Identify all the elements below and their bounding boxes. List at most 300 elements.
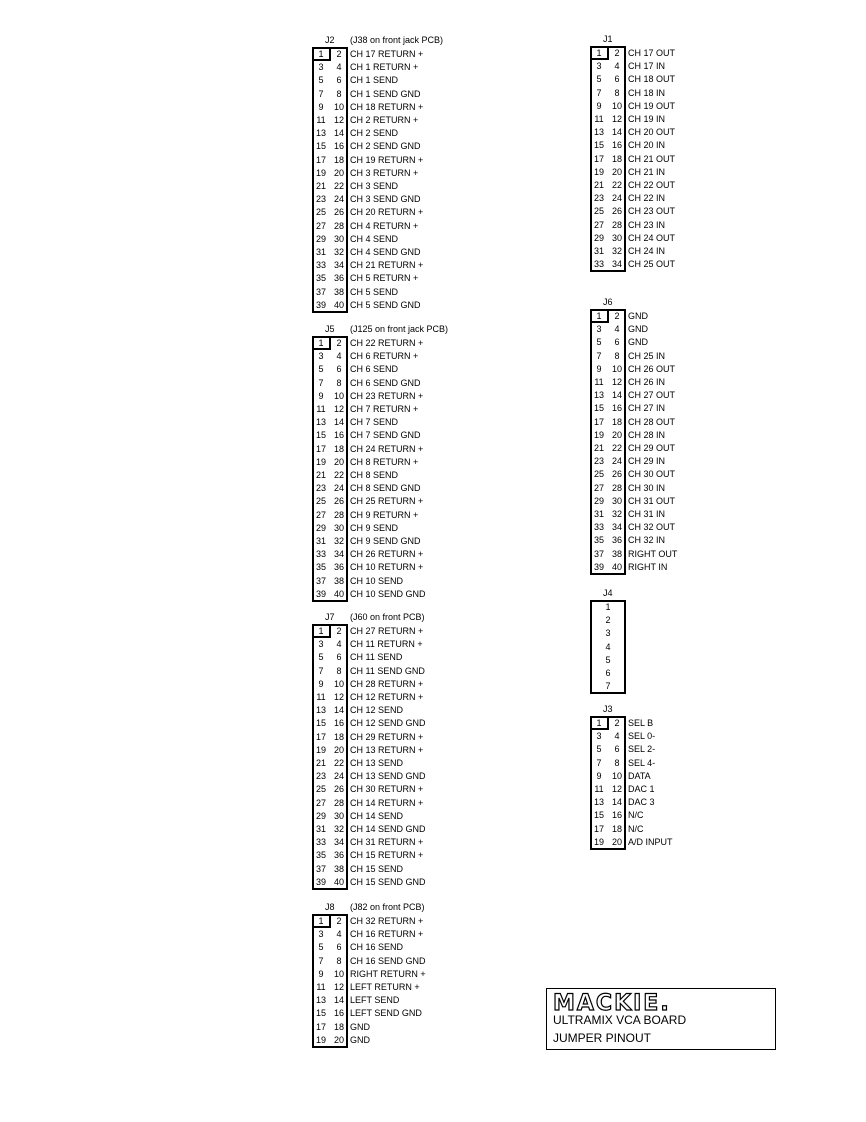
pin-number: 31 — [315, 247, 326, 257]
pin-label-right: CH 23 OUT — [628, 206, 676, 217]
pin-label-right: CH 26 IN — [628, 377, 666, 387]
pin-label-right: LEFT RETURN + — [350, 982, 420, 992]
pin-label-right: CH 17 IN — [628, 61, 666, 72]
pin-number: 1 — [596, 718, 602, 728]
pin-number: 18 — [611, 416, 622, 427]
pin-number: 3 — [596, 324, 602, 335]
pin-label-right: CH 12 SEND GND — [350, 718, 426, 729]
board-title: ULTRAMIX VCA BOARD — [553, 1013, 687, 1027]
pin-label-right: CH 14 SEND GND — [350, 824, 426, 834]
pin-label-right: RIGHT OUT — [628, 548, 678, 559]
pin-number: 31 — [593, 246, 604, 256]
pin-number: 3 — [318, 351, 324, 362]
pin-number: 20 — [611, 429, 622, 440]
pin-number: 39 — [315, 299, 326, 310]
pin-label-right: CH 5 SEND — [350, 286, 399, 297]
pin-number: 17 — [315, 731, 326, 742]
pin-number: 13 — [315, 995, 326, 1006]
pin-number: 14 — [333, 705, 344, 716]
pin-number: 10 — [333, 968, 344, 979]
pin-number: 22 — [333, 758, 344, 768]
pin-number: 15 — [315, 430, 326, 441]
pin-number: 16 — [611, 403, 622, 414]
pin-number: 25 — [315, 784, 326, 795]
pin-number: 4 — [336, 351, 342, 362]
pin-label-right: GND — [628, 324, 648, 335]
pin-label-right: CH 22 OUT — [628, 180, 676, 190]
pin-label-right: CH 31 IN — [628, 509, 666, 519]
pin-label-right: SEL 0- — [628, 731, 656, 742]
pin-label-right: SEL 2- — [628, 744, 656, 755]
pin-label-right: CH 1 RETURN + — [350, 62, 419, 73]
pin-number: 14 — [611, 127, 622, 138]
pin-label-right: CH 29 RETURN + — [350, 731, 424, 742]
pin-number: 27 — [315, 220, 326, 231]
pin-label-right: CH 8 RETURN + — [350, 456, 419, 467]
pin-label-right: CH 2 SEND — [350, 128, 399, 139]
pin-number: 38 — [333, 863, 344, 874]
pin-number: 35 — [315, 562, 326, 573]
pin-label-right: CH 21 RETURN + — [350, 260, 424, 271]
pin-number: 3 — [318, 639, 324, 650]
pin-number: 6 — [614, 74, 620, 85]
pin-label-right: LEFT SEND GND — [350, 1008, 422, 1019]
pin-label-right: SEL 4- — [628, 757, 656, 768]
pin-label-right: CH 31 RETURN + — [350, 837, 424, 848]
pin-label-right: CH 15 RETURN + — [350, 850, 424, 861]
connector-title-j8: J8 — [325, 902, 335, 912]
pin-label-right: CH 28 RETURN + — [350, 678, 424, 689]
pin-number: 38 — [611, 548, 622, 559]
pin-number: 4 — [614, 324, 620, 335]
pin-label-right: CH 32 IN — [628, 535, 666, 546]
pin-number: 3 — [596, 731, 602, 742]
pin-number: 2 — [336, 49, 342, 59]
pin-label-right: CH 28 OUT — [628, 416, 676, 427]
pin-label-right: CH 6 SEND — [350, 364, 399, 375]
pin-label-right: CH 8 SEND GND — [350, 483, 421, 494]
pin-number: 30 — [333, 810, 344, 821]
pin-number: 18 — [333, 154, 344, 165]
pin-label-right: CH 18 OUT — [628, 74, 676, 85]
title-block — [546, 988, 776, 1050]
pin-label-right: N/C — [628, 823, 644, 834]
pin-number: 33 — [315, 837, 326, 848]
pin-number: 39 — [315, 876, 326, 887]
pin-number: 18 — [333, 443, 344, 454]
pin-number: 3 — [318, 62, 324, 73]
pin-label-right: CH 26 OUT — [628, 363, 676, 374]
pin-number: 20 — [611, 836, 622, 847]
pin-number: 4 — [605, 641, 611, 652]
connector-title-j6: J6 — [603, 297, 613, 307]
pin-number: 40 — [333, 299, 344, 310]
pin-number: 14 — [333, 417, 344, 428]
pin-number: 16 — [333, 1008, 344, 1019]
pin-number: 40 — [333, 588, 344, 599]
pin-number: 13 — [593, 390, 604, 401]
pin-label-right: GND — [628, 311, 648, 321]
pin-number: 20 — [611, 166, 622, 177]
pin-label-right: CH 28 IN — [628, 429, 666, 440]
pin-number: 17 — [315, 443, 326, 454]
pin-label-right: CH 5 SEND GND — [350, 299, 421, 310]
pin-number: 10 — [611, 100, 622, 111]
pin-number: 30 — [611, 232, 622, 243]
pin-number: 35 — [315, 850, 326, 861]
pin-label-right: CH 29 IN — [628, 456, 666, 467]
pin-label-right: CH 15 SEND — [350, 863, 404, 874]
pin-number: 15 — [593, 140, 604, 151]
pin-label-right: CH 3 RETURN + — [350, 167, 419, 178]
pin-number: 26 — [611, 469, 622, 480]
pin-number: 7 — [318, 88, 324, 99]
pin-number: 23 — [315, 771, 326, 782]
pin-number: 19 — [315, 744, 326, 755]
pin-label-right: CH 12 SEND — [350, 705, 404, 716]
pin-number: 32 — [333, 824, 344, 834]
pin-number: 25 — [593, 206, 604, 217]
pin-number: 5 — [318, 75, 324, 86]
pin-label-right: LEFT SEND — [350, 995, 400, 1006]
pin-number: 32 — [611, 246, 622, 256]
pin-label-right: CH 17 RETURN + — [350, 49, 424, 59]
pin-number: 20 — [333, 1034, 344, 1045]
pin-number: 31 — [315, 536, 326, 546]
pin-number: 28 — [611, 219, 622, 230]
pin-number: 3 — [596, 61, 602, 72]
pin-label-right: CH 17 OUT — [628, 48, 676, 58]
pin-number: 36 — [611, 535, 622, 546]
pin-number: 40 — [333, 876, 344, 887]
pin-number: 2 — [336, 916, 342, 926]
pin-number: 26 — [333, 784, 344, 795]
pin-number: 7 — [596, 87, 602, 98]
pin-label-right: CH 6 SEND GND — [350, 377, 421, 388]
pin-number: 40 — [611, 561, 622, 572]
pin-number: 33 — [315, 549, 326, 560]
pin-number: 33 — [593, 522, 604, 533]
pin-number: 16 — [611, 140, 622, 151]
connector-note-j5: (J125 on front jack PCB) — [350, 324, 449, 334]
connector-title-j4: J4 — [603, 588, 613, 598]
pin-number: 26 — [333, 207, 344, 218]
pin-label-right: CH 22 IN — [628, 193, 666, 204]
pin-label-right: CH 7 RETURN + — [350, 404, 419, 414]
pin-number: 18 — [333, 731, 344, 742]
pin-number: 9 — [318, 678, 324, 689]
pin-number: 22 — [333, 470, 344, 480]
connector-note-j2: (J38 on front jack PCB) — [350, 35, 444, 45]
pin-label-right: CH 14 SEND — [350, 810, 404, 821]
pin-number: 12 — [611, 114, 622, 124]
pin-number: 12 — [333, 115, 344, 125]
pin-label-right: CH 7 SEND GND — [350, 430, 421, 441]
pin-number: 6 — [614, 337, 620, 348]
pin-label-right: CH 2 RETURN + — [350, 115, 419, 125]
pin-number: 27 — [593, 219, 604, 230]
pin-label-right: GND — [350, 1021, 370, 1032]
pin-number: 26 — [333, 496, 344, 507]
pin-label-right: CH 18 IN — [628, 87, 666, 98]
pin-number: 5 — [318, 364, 324, 375]
pin-number: 38 — [333, 286, 344, 297]
pin-label-right: CH 24 IN — [628, 246, 666, 256]
pin-number: 11 — [594, 784, 604, 794]
document-title: JUMPER PINOUT — [553, 1031, 652, 1045]
pin-label-right: CH 9 SEND — [350, 522, 399, 533]
pin-number: 37 — [315, 863, 326, 874]
pin-label-right: CH 23 RETURN + — [350, 390, 424, 401]
pin-number: 9 — [596, 100, 602, 111]
pin-label-right: CH 21 OUT — [628, 153, 676, 164]
pin-label-right: CH 27 IN — [628, 403, 666, 414]
pin-number: 28 — [333, 797, 344, 808]
pin-number: 1 — [596, 311, 602, 321]
pin-label-right: CH 7 SEND — [350, 417, 399, 428]
pin-label-right: CH 14 RETURN + — [350, 797, 424, 808]
pin-number: 20 — [333, 456, 344, 467]
pin-number: 1 — [318, 626, 324, 636]
pin-number: 19 — [315, 456, 326, 467]
connector-title-j3: J3 — [603, 704, 613, 714]
pin-number: 14 — [333, 995, 344, 1006]
pin-label-right: CH 32 RETURN + — [350, 916, 424, 926]
pin-label-right: SEL B — [628, 718, 654, 728]
pin-number: 36 — [333, 562, 344, 573]
pin-number: 5 — [596, 744, 602, 755]
pin-number: 9 — [318, 968, 324, 979]
pin-number: 13 — [315, 705, 326, 716]
pin-number: 31 — [315, 824, 326, 834]
pin-number: 18 — [333, 1021, 344, 1032]
pin-number: 11 — [594, 114, 604, 124]
pin-label-right: CH 16 RETURN + — [350, 929, 424, 940]
pin-number: 12 — [333, 982, 344, 992]
pin-number: 35 — [315, 273, 326, 284]
pin-label-right: CH 23 IN — [628, 219, 666, 230]
connector-title-j7: J7 — [325, 612, 335, 622]
pin-number: 9 — [318, 390, 324, 401]
pin-number: 11 — [316, 692, 326, 702]
pin-number: 6 — [614, 744, 620, 755]
pin-label-right: CH 20 OUT — [628, 127, 676, 138]
pin-number: 24 — [333, 483, 344, 494]
pin-label-right: CH 18 RETURN + — [350, 101, 424, 112]
pin-number: 28 — [333, 220, 344, 231]
pin-label-right: CH 4 RETURN + — [350, 220, 419, 231]
pin-number: 4 — [614, 61, 620, 72]
pin-number: 9 — [596, 363, 602, 374]
pin-number: 17 — [315, 1021, 326, 1032]
pin-label-right: DAC 1 — [628, 784, 655, 794]
pin-number: 20 — [333, 744, 344, 755]
pin-number: 37 — [593, 548, 604, 559]
pin-number: 19 — [593, 836, 604, 847]
pin-number: 13 — [315, 417, 326, 428]
pin-label-right: CH 30 IN — [628, 482, 666, 493]
pin-number: 18 — [611, 823, 622, 834]
pin-label-right: CH 31 OUT — [628, 495, 676, 506]
pin-number: 1 — [318, 338, 324, 348]
pin-number: 24 — [333, 771, 344, 782]
pin-number: 36 — [333, 273, 344, 284]
pin-number: 8 — [614, 87, 620, 98]
pin-label-right: CH 11 RETURN + — [350, 639, 423, 650]
pin-number: 8 — [336, 377, 342, 388]
pin-number: 11 — [316, 982, 326, 992]
pin-number: 33 — [315, 260, 326, 271]
pin-number: 4 — [336, 62, 342, 73]
pin-number: 34 — [611, 259, 622, 270]
pin-number: 5 — [596, 74, 602, 85]
pin-number: 13 — [593, 797, 604, 808]
pin-label-right: CH 22 RETURN + — [350, 338, 424, 348]
pin-number: 5 — [318, 942, 324, 953]
pin-number: 9 — [596, 770, 602, 781]
pin-number: 32 — [611, 509, 622, 519]
pin-number: 11 — [316, 115, 326, 125]
pin-number: 37 — [315, 286, 326, 297]
pin-number: 21 — [593, 180, 604, 190]
pin-number: 6 — [336, 75, 342, 86]
pin-number: 22 — [333, 181, 344, 191]
pin-label-right: CH 25 OUT — [628, 259, 676, 270]
pin-number: 8 — [614, 757, 620, 768]
pin-number: 8 — [336, 955, 342, 966]
pin-number: 25 — [315, 496, 326, 507]
pin-number: 37 — [315, 575, 326, 586]
pin-label-right: CH 13 SEND GND — [350, 771, 426, 782]
pin-number: 29 — [593, 495, 604, 506]
pin-number: 16 — [333, 718, 344, 729]
pin-number: 15 — [315, 141, 326, 152]
pin-label-right: CH 11 SEND — [350, 652, 403, 663]
pin-number: 19 — [315, 167, 326, 178]
pin-number: 23 — [593, 193, 604, 204]
mackie-logo: MACKIE. — [553, 991, 671, 1016]
pin-label-right: CH 24 OUT — [628, 232, 676, 243]
pin-number: 2 — [605, 615, 611, 626]
pin-label-right: CH 16 SEND GND — [350, 955, 426, 966]
pin-number: 15 — [315, 718, 326, 729]
pin-label-right: CH 16 SEND — [350, 942, 404, 953]
pin-number: 14 — [611, 797, 622, 808]
pin-number: 1 — [318, 916, 324, 926]
pin-number: 8 — [614, 350, 620, 361]
connector-title-j1: J1 — [603, 34, 613, 44]
pin-number: 7 — [596, 757, 602, 768]
pin-number: 6 — [336, 364, 342, 375]
connector-note-j7: (J60 on front PCB) — [350, 612, 425, 622]
pin-number: 12 — [333, 692, 344, 702]
pin-number: 3 — [605, 628, 611, 639]
pin-number: 34 — [333, 837, 344, 848]
pin-label-right: CH 12 RETURN + — [350, 692, 424, 702]
pin-label-right: CH 25 IN — [628, 350, 666, 361]
pin-number: 1 — [596, 48, 602, 58]
pin-label-right: CH 10 RETURN + — [350, 562, 424, 573]
pin-label-right: CH 5 RETURN + — [350, 273, 419, 284]
pin-number: 18 — [611, 153, 622, 164]
pin-label-right: CH 20 IN — [628, 140, 666, 151]
pin-number: 9 — [318, 101, 324, 112]
pin-label-right: CH 3 SEND — [350, 181, 399, 191]
pin-number: 28 — [611, 482, 622, 493]
pin-number: 12 — [611, 377, 622, 387]
pin-label-right: CH 21 IN — [628, 166, 666, 177]
pin-number: 22 — [611, 443, 622, 453]
pin-number: 15 — [593, 810, 604, 821]
connector-title-j5: J5 — [325, 324, 335, 334]
pin-label-right: CH 20 RETURN + — [350, 207, 424, 218]
pin-number: 7 — [596, 350, 602, 361]
pin-number: 10 — [333, 390, 344, 401]
pin-label-right: CH 9 RETURN + — [350, 509, 419, 520]
pin-label-right: CH 1 SEND GND — [350, 88, 421, 99]
pin-label-right: CH 6 RETURN + — [350, 351, 419, 362]
pin-label-right: CH 3 SEND GND — [350, 194, 421, 205]
pin-number: 20 — [333, 167, 344, 178]
pin-number: 15 — [315, 1008, 326, 1019]
pin-label-right: CH 24 RETURN + — [350, 443, 424, 454]
pin-label-right: CH 9 SEND GND — [350, 536, 421, 546]
pin-number: 21 — [315, 181, 326, 191]
connector-title-j2: J2 — [325, 35, 335, 45]
pin-number: 7 — [318, 955, 324, 966]
pin-number: 3 — [318, 929, 324, 940]
pin-number: 5 — [596, 337, 602, 348]
pin-number: 12 — [333, 404, 344, 414]
pin-number: 17 — [593, 153, 604, 164]
pin-number: 24 — [611, 456, 622, 467]
pin-label-right: CH 27 RETURN + — [350, 626, 424, 636]
pin-number: 10 — [611, 770, 622, 781]
pin-number: 27 — [315, 797, 326, 808]
pin-number: 28 — [333, 509, 344, 520]
pin-number: 34 — [333, 549, 344, 560]
pin-number: 13 — [315, 128, 326, 139]
pin-number: 24 — [611, 193, 622, 204]
pin-number: 31 — [593, 509, 604, 519]
pin-number: 19 — [593, 166, 604, 177]
pin-label-right: CH 27 OUT — [628, 390, 676, 401]
pin-number: 11 — [594, 377, 604, 387]
pin-number: 34 — [611, 522, 622, 533]
pin-label-right: DATA — [628, 770, 651, 781]
pin-number: 32 — [333, 247, 344, 257]
pin-label-right: CH 13 RETURN + — [350, 744, 424, 755]
pin-label-right: GND — [628, 337, 648, 348]
pin-number: 4 — [336, 929, 342, 940]
pin-label-right: CH 19 RETURN + — [350, 154, 424, 165]
pin-label-right: CH 4 SEND — [350, 233, 399, 244]
pin-number: 4 — [336, 639, 342, 650]
pin-number: 17 — [593, 416, 604, 427]
pin-number: 7 — [318, 377, 324, 388]
pin-number: 30 — [333, 522, 344, 533]
pin-number: 35 — [593, 535, 604, 546]
pin-number: 10 — [333, 101, 344, 112]
pin-number: 30 — [333, 233, 344, 244]
pin-number: 10 — [611, 363, 622, 374]
pin-number: 21 — [593, 443, 604, 453]
pin-label-right: CH 2 SEND GND — [350, 141, 421, 152]
pin-number: 33 — [593, 259, 604, 270]
pin-number: 5 — [318, 652, 324, 663]
pin-number: 1 — [605, 602, 611, 612]
pin-number: 29 — [315, 810, 326, 821]
